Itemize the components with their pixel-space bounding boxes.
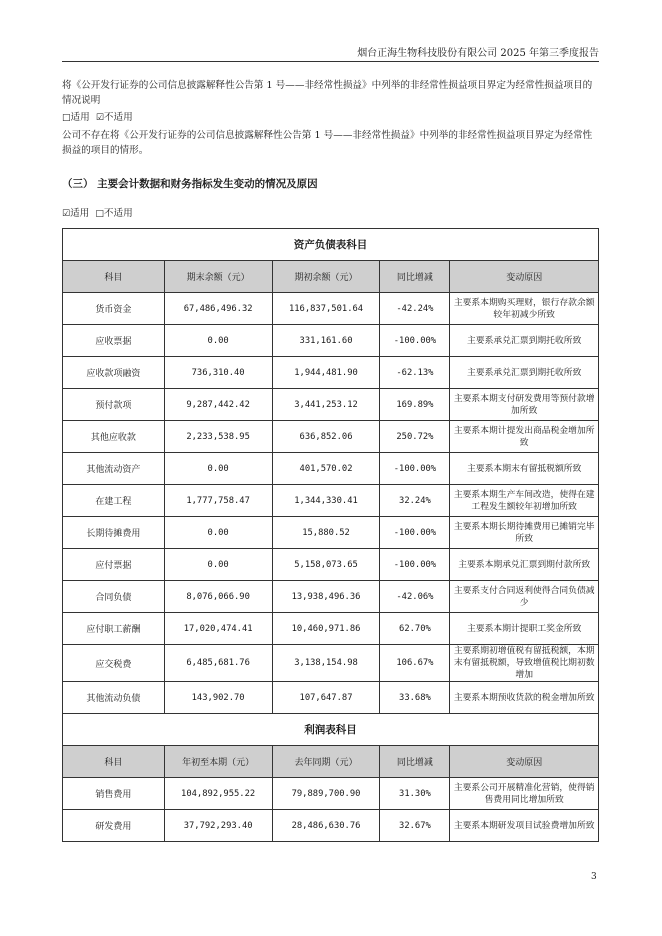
table-row	[63, 645, 599, 682]
financial-change-table	[62, 228, 599, 842]
change-cell: -100.00%	[380, 453, 450, 485]
balance-title-row	[63, 229, 599, 261]
change-cell: 106.67%	[380, 645, 450, 682]
column-header: 期末余额（元）	[164, 261, 272, 293]
table-row	[63, 810, 599, 842]
table-row	[63, 485, 599, 517]
column-header: 变动原因	[450, 261, 599, 293]
item-cell: 其他流动资产	[63, 453, 165, 485]
change-cell: 31.30%	[380, 778, 450, 810]
value-cell: 331,161.60	[272, 325, 380, 357]
item-cell: 合同负债	[63, 581, 165, 613]
not-applicable-label: 不适用	[103, 208, 133, 219]
column-header: 同比增减	[380, 261, 450, 293]
value-cell: 37,792,293.40	[164, 810, 272, 842]
change-cell: 32.67%	[380, 810, 450, 842]
value-cell: 2,233,538.95	[164, 421, 272, 453]
header-divider	[62, 61, 599, 62]
reason-cell: 主要系本期支付研发费用等预付款增加所致	[450, 389, 599, 421]
section-title: （三） 主要会计数据和财务指标发生变动的情况及原因	[62, 178, 318, 190]
table-row	[63, 293, 599, 325]
reason-cell: 主要系本期生产车间改造，使得在建工程发生额较年初增加所致	[450, 485, 599, 517]
balance-table-title: 资产负债表科目	[63, 229, 599, 261]
value-cell: 8,076,066.90	[164, 581, 272, 613]
balance-header-row	[63, 261, 599, 293]
report-header: 烟台正海生物科技股份有限公司 2025 年第三季度报告	[357, 48, 599, 59]
value-cell: 28,486,630.76	[272, 810, 380, 842]
table-row	[63, 682, 599, 714]
item-cell: 应收款项融资	[63, 357, 165, 389]
value-cell: 79,889,700.90	[272, 778, 380, 810]
value-cell: 13,938,496.36	[272, 581, 380, 613]
income-table-title: 利润表科目	[63, 714, 599, 746]
item-cell: 应付职工薪酬	[63, 613, 165, 645]
column-header: 变动原因	[450, 746, 599, 778]
reason-cell: 主要系承兑汇票到期托收所致	[450, 325, 599, 357]
value-cell: 0.00	[164, 325, 272, 357]
paragraph-explanation: 将《公开发行证券的公司信息披露解释性公告第 1 号——非经常性损益》中列举的非经常性损益项目界定为经常性损益项目的情况说明	[62, 80, 593, 106]
reason-cell: 主要系支付合同返利使得合同负债减少	[450, 581, 599, 613]
reason-cell: 主要系公司开展精准化营销，使得销售费用同比增加所致	[450, 778, 599, 810]
paragraph-statement: 公司不存在将《公开发行证券的公司信息披露解释性公告第 1 号——非经常性损益》中列举的非经常性损益项目界定为经常性损益的项目的情形。	[62, 130, 593, 156]
value-cell: 116,837,501.64	[272, 293, 380, 325]
value-cell: 1,944,481.90	[272, 357, 380, 389]
item-cell: 货币资金	[63, 293, 165, 325]
value-cell: 1,777,758.47	[164, 485, 272, 517]
item-cell: 应交税费	[63, 645, 165, 682]
item-cell: 应付票据	[63, 549, 165, 581]
change-cell: -100.00%	[380, 517, 450, 549]
change-cell: 250.72%	[380, 421, 450, 453]
column-header: 同比增减	[380, 746, 450, 778]
value-cell: 6,485,681.76	[164, 645, 272, 682]
reason-cell: 主要系本期末有留抵税额所致	[450, 453, 599, 485]
value-cell: 736,310.40	[164, 357, 272, 389]
change-cell: 169.89%	[380, 389, 450, 421]
change-cell: -100.00%	[380, 549, 450, 581]
value-cell: 15,880.52	[272, 517, 380, 549]
page-number: 3	[591, 872, 597, 882]
applicable-label: 适用	[70, 208, 90, 219]
checkbox-checked-icon: ☑	[62, 209, 71, 219]
column-header: 去年同期（元）	[272, 746, 380, 778]
change-cell: -42.06%	[380, 581, 450, 613]
value-cell: 3,441,253.12	[272, 389, 380, 421]
value-cell: 3,138,154.98	[272, 645, 380, 682]
value-cell: 107,647.87	[272, 682, 380, 714]
table-row	[63, 453, 599, 485]
column-header: 科目	[63, 746, 165, 778]
table-row	[63, 549, 599, 581]
value-cell: 143,902.70	[164, 682, 272, 714]
reason-cell: 主要系期初增值税有留抵税额，本期末有留抵税额，导致增值税比期初数增加	[450, 645, 599, 682]
value-cell: 636,852.06	[272, 421, 380, 453]
table-row	[63, 613, 599, 645]
item-cell: 预付款项	[63, 389, 165, 421]
reason-cell: 主要系本期长期待摊费用已摊销完毕所致	[450, 517, 599, 549]
column-header: 年初至本期（元）	[164, 746, 272, 778]
table-row	[63, 778, 599, 810]
income-header-row	[63, 746, 599, 778]
table-row	[63, 325, 599, 357]
value-cell: 9,287,442.42	[164, 389, 272, 421]
checkbox-unchecked-icon: □	[95, 209, 104, 219]
reason-cell: 主要系本期预收货款的税金增加所致	[450, 682, 599, 714]
table-row	[63, 389, 599, 421]
value-cell: 0.00	[164, 517, 272, 549]
checkbox-checked-icon: ☑	[95, 113, 104, 123]
reason-cell: 主要系本期计提职工奖金所致	[450, 613, 599, 645]
value-cell: 10,460,971.86	[272, 613, 380, 645]
not-applicable-label: 不适用	[103, 112, 133, 123]
item-cell: 其他应收款	[63, 421, 165, 453]
item-cell: 在建工程	[63, 485, 165, 517]
column-header: 科目	[63, 261, 165, 293]
change-cell: -62.13%	[380, 357, 450, 389]
change-cell: 32.24%	[380, 485, 450, 517]
value-cell: 17,020,474.41	[164, 613, 272, 645]
value-cell: 67,486,496.32	[164, 293, 272, 325]
table-row	[63, 357, 599, 389]
item-cell: 长期待摊费用	[63, 517, 165, 549]
value-cell: 401,570.02	[272, 453, 380, 485]
item-cell: 应收票据	[63, 325, 165, 357]
value-cell: 1,344,330.41	[272, 485, 380, 517]
value-cell: 104,892,955.22	[164, 778, 272, 810]
column-header: 期初余额（元）	[272, 261, 380, 293]
value-cell: 5,158,073.65	[272, 549, 380, 581]
change-cell: -42.24%	[380, 293, 450, 325]
table-row	[63, 421, 599, 453]
reason-cell: 主要系承兑汇票到期托收所致	[450, 357, 599, 389]
reason-cell: 主要系本期购买理财，银行存款余额较年初减少所致	[450, 293, 599, 325]
change-cell: 62.70%	[380, 613, 450, 645]
applicable-label: 适用	[70, 112, 90, 123]
item-cell: 销售费用	[63, 778, 165, 810]
checkbox-unchecked-icon: □	[62, 113, 71, 123]
item-cell: 研发费用	[63, 810, 165, 842]
table-row	[63, 581, 599, 613]
applicability-checkbox-1	[62, 110, 133, 126]
change-cell: -100.00%	[380, 325, 450, 357]
item-cell: 其他流动负债	[63, 682, 165, 714]
applicability-checkbox-2	[62, 206, 133, 222]
reason-cell: 主要系本期研发项目试验费增加所致	[450, 810, 599, 842]
change-cell: 33.68%	[380, 682, 450, 714]
value-cell: 0.00	[164, 453, 272, 485]
reason-cell: 主要系本期计提发出商品税金增加所致	[450, 421, 599, 453]
reason-cell: 主要系本期承兑汇票到期付款所致	[450, 549, 599, 581]
income-title-row	[63, 714, 599, 746]
value-cell: 0.00	[164, 549, 272, 581]
table-row	[63, 517, 599, 549]
